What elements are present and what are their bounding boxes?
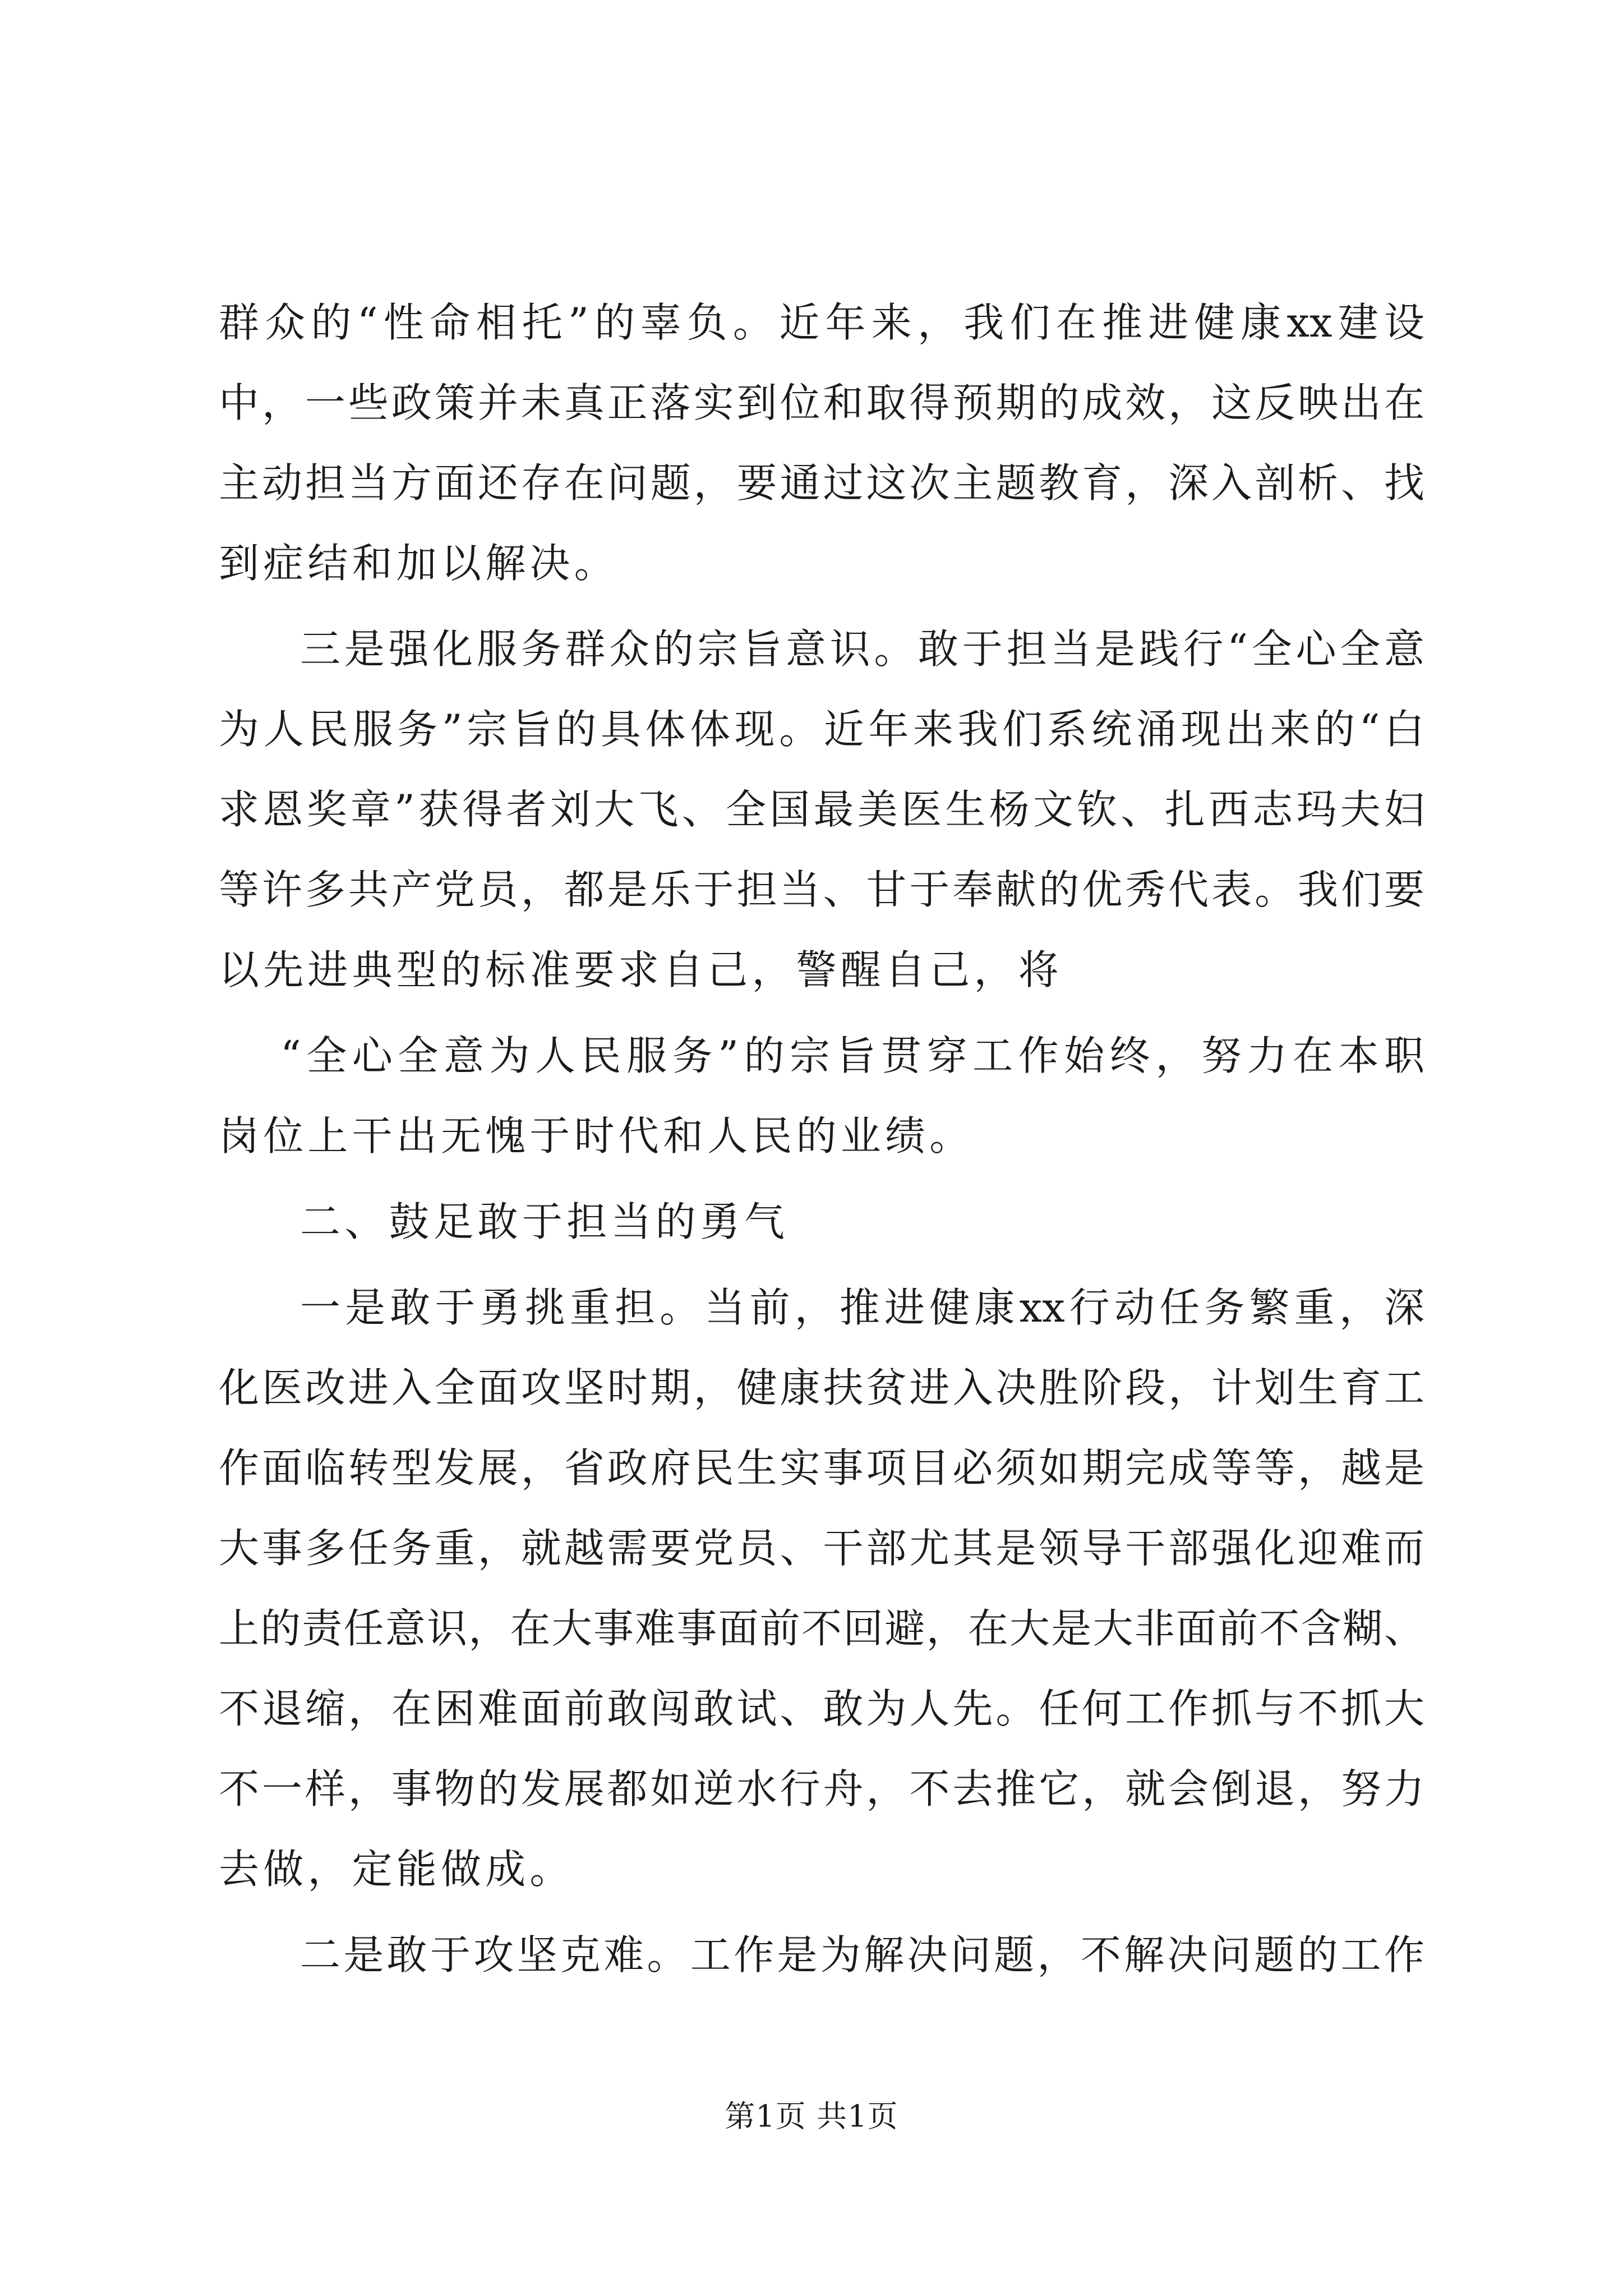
- text-line: 不退缩，在困难面前敢闯敢试、敢为人先。任何工作抓与不抓大: [219, 1685, 1424, 1732]
- section-heading: 二、鼓足敢于担当的勇气: [300, 1198, 789, 1245]
- text-line: 化医改进入全面攻坚时期，健康扶贫进入决胜阶段，计划生育工: [219, 1364, 1424, 1411]
- text-line: 求恩奖章”获得者刘大飞、全国最美医生杨文钦、扎西志玛夫妇: [219, 786, 1424, 833]
- page-number-footer: 第1页 共1页: [725, 2099, 898, 2134]
- text-line: 等许多共产党员，都是乐于担当、甘于奉献的优秀代表。我们要: [219, 866, 1424, 913]
- paragraph-start-line: 一是敢于勇挑重担。当前，推进健康xx行动任务繁重，深: [300, 1284, 1424, 1331]
- text-line: 以先进典型的标准要求自己，警醒自己，将: [219, 946, 1063, 993]
- text-line: 大事多任务重，就越需要党员、干部尤其是领导干部强化迎难而: [219, 1525, 1424, 1572]
- text-line: 上的责任意识，在大事难事面前不回避，在大是大非面前不含糊、: [219, 1605, 1424, 1652]
- text-line: 岗位上干出无愧于时代和人民的业绩。: [219, 1112, 974, 1159]
- text-line: 群众的“性命相托”的辜负。近年来，我们在推进健康xx建设: [219, 299, 1424, 346]
- paragraph-start-line: 二是敢于攻坚克难。工作是为解决问题，不解决问题的工作: [300, 1931, 1424, 1978]
- text-line: 主动担当方面还存在问题，要通过这次主题教育，深入剖析、找: [219, 459, 1424, 507]
- text-line: 到症结和加以解决。: [219, 540, 619, 587]
- text-line: 去做，定能做成。: [219, 1846, 574, 1893]
- paragraph-start-line: “全心全意为人民服务”的宗旨贯穿工作始终，努力在本职: [280, 1032, 1424, 1079]
- text-line: 中，一些政策并未真正落实到位和取得预期的成效，这反映出在: [219, 379, 1424, 426]
- text-line: 为人民服务”宗旨的具体体现。近年来我们系统涌现出来的“白: [219, 706, 1424, 753]
- paragraph-start-line: 三是强化服务群众的宗旨意识。敢于担当是践行“全心全意: [300, 625, 1424, 673]
- text-line: 不一样，事物的发展都如逆水行舟，不去推它，就会倒退，努力: [219, 1765, 1424, 1812]
- text-line: 作面临转型发展，省政府民生实事项目必须如期完成等等，越是: [219, 1444, 1424, 1492]
